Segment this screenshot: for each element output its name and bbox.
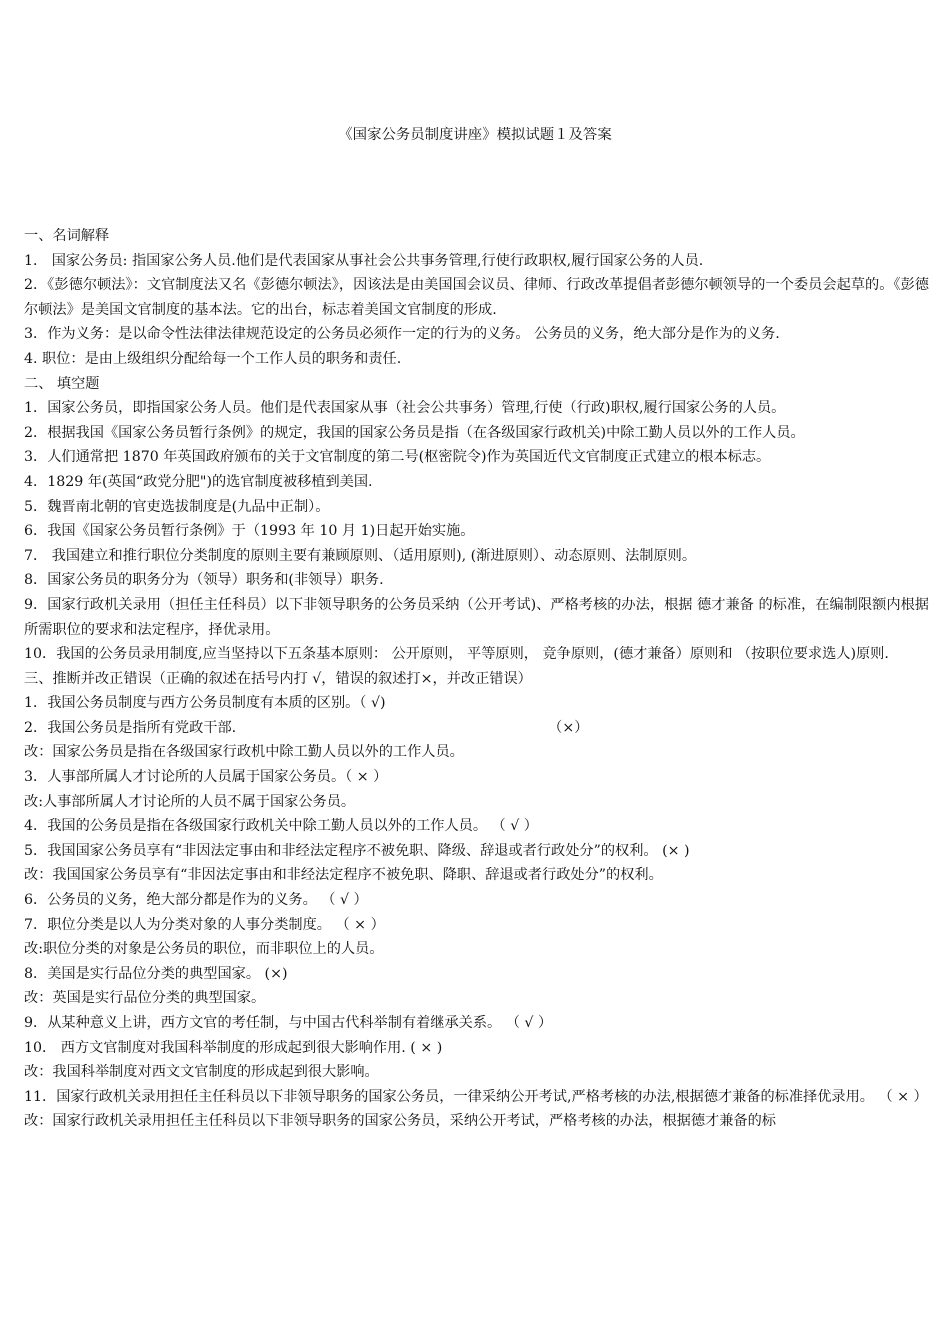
question-text: 2．我国公务员是指所有党政干部.	[24, 719, 237, 736]
section-heading-true-false: 三、推断并改正错误（正确的叙述在括号内打 √，错误的叙述打×，并改正错误）	[24, 670, 532, 687]
answer-mark: （×）	[548, 719, 589, 736]
paragraph: 7．职位分类是以人为分类对象的人事分类制度。 （ × ）	[24, 916, 385, 933]
paragraph: 8．国家公务员的职务分为（领导）职务和(非领导）职务.	[24, 572, 384, 589]
paragraph: 9．国家行政机关录用（担任主任科员）以下非领导职务的公务员采纳（公开考试)、严格考核的办法，根据 德才兼备 的标准，在编制限额内根据所需职位的要求和法定程序，择优录用。	[24, 596, 929, 638]
paragraph: 改：我国国家公务员享有“非因法定事由和非经法定程序不被免职、降职、辞退或者行政处分”的权利。	[24, 867, 663, 884]
paragraph: 6．我国《国家公务员暂行条例》于（1993 年 10 月 1)日起开始实施。	[24, 523, 475, 540]
paragraph: 1． 国家公务员: 指国家公务人员.他们是代表国家从事社会公共事务管理,行使行政职权,履行国家公务的人员.	[24, 252, 704, 269]
document-body	[24, 224, 929, 1134]
paragraph: 8．美国是实行品位分类的典型国家。 (×)	[24, 965, 288, 982]
paragraph: 2．《彭德尔顿法》：文官制度法又名《彭德尔顿法》，因该法是由美国国会议员、律师、行政改革提倡者彭德尔顿领导的一个委员会起草的。《彭德尔顿法》是美国文官制度的基本法。它的出台，标志着美国文官制度的形成.	[24, 277, 929, 318]
paragraph: 6．公务员的义务，绝大部分都是作为的义务。 （ √ ）	[24, 892, 368, 909]
paragraph: 2．根据我国《国家公务员暂行条例》的规定，我国的国家公务员是指（在各级国家行政机关)中除工勤人员以外的工作人员。	[24, 424, 805, 441]
section-heading-definitions: 一、名词解释	[24, 228, 110, 244]
paragraph: 4. 职位：是由上级组织分配给每一个工作人员的职务和责任.	[24, 350, 402, 367]
document-title: 《国家公务员制度讲座》模拟试题１及答案	[338, 127, 612, 143]
section-heading-fill-in: 二、 填空题	[24, 375, 100, 392]
paragraph: 改：我国科举制度对西文文官制度的形成起到很大影响。	[24, 1064, 379, 1081]
paragraph: 4．我国的公务员是指在各级国家行政机关中除工勤人员以外的工作人员。 （ √ ）	[24, 818, 538, 835]
paragraph: 5．我国国家公务员享有“非因法定事由和非经法定程序不被免职、降级、辞退或者行政处分”的权利。 (× )	[24, 842, 690, 859]
paragraph: 10． 西方文官制度对我国科举制度的形成起到很大影响作用. ( × )	[24, 1039, 443, 1056]
paragraph: 11．国家行政机关录用担任主任科员以下非领导职务的国家公务员，一律采纳公开考试,严格考核的办法,根据德才兼备的标准择优录用。 （ × ）	[24, 1088, 928, 1105]
paragraph: 改：国家行政机关录用担任主任科员以下非领导职务的国家公务员，采纳公开考试，严格考核的办法，根据德才兼备的标	[24, 1113, 776, 1130]
paragraph: 改:人事部所属人才讨论所的人员不属于国家公务员。	[24, 793, 356, 810]
paragraph: 9．从某种意义上讲，西方文官的考任制，与中国古代科举制有着继承关系。 （ √ ）	[24, 1015, 553, 1031]
paragraph-with-answer	[24, 716, 929, 741]
paragraph: 5．魏晋南北朝的官吏选拔制度是(九品中正制）。	[24, 498, 330, 515]
paragraph: 3．人们通常把 1870 年英国政府颁布的关于文官制度的第二号(枢密院令)作为英国近代文官制度正式建立的根本标志。	[24, 449, 771, 466]
paragraph: 7． 我国建立和推行职位分类制度的原则主要有兼顾原则、（适用原则), (渐进原则）、动态原则、法制原则。	[24, 547, 697, 564]
paragraph: 4．1829 年(英国“政党分肥")的选官制度被移植到美国.	[24, 473, 373, 490]
paragraph: 10．我国的公务员录用制度,应当坚持以下五条基本原则： 公开原则， 平等原则， 竞争原则，(德才兼备）原则和 （按职位要求选人)原则.	[24, 646, 889, 663]
paragraph: 改:职位分类的对象是公务员的职位，而非职位上的人员。	[24, 941, 384, 958]
paragraph: 改：国家公务员是指在各级国家行政机中除工勤人员以外的工作人员。	[24, 744, 464, 761]
paragraph: 改：英国是实行品位分类的典型国家。	[24, 990, 266, 1007]
paragraph: 1．国家公务员，即指国家公务人员。他们是代表国家从事（社会公共事务）管理,行使（行政)职权,履行国家公务的人员。	[24, 400, 786, 417]
paragraph: 1．我国公务员制度与西方公务员制度有本质的区别。（ √)	[24, 695, 386, 712]
paragraph: 3．人事部所属人才讨论所的人员属于国家公务员。（ × ）	[24, 769, 388, 786]
paragraph: 3．作为义务：是以命令性法律法律规范设定的公务员必须作一定的行为的义务。 公务员的义务，绝大部分是作为的义务.	[24, 326, 780, 343]
